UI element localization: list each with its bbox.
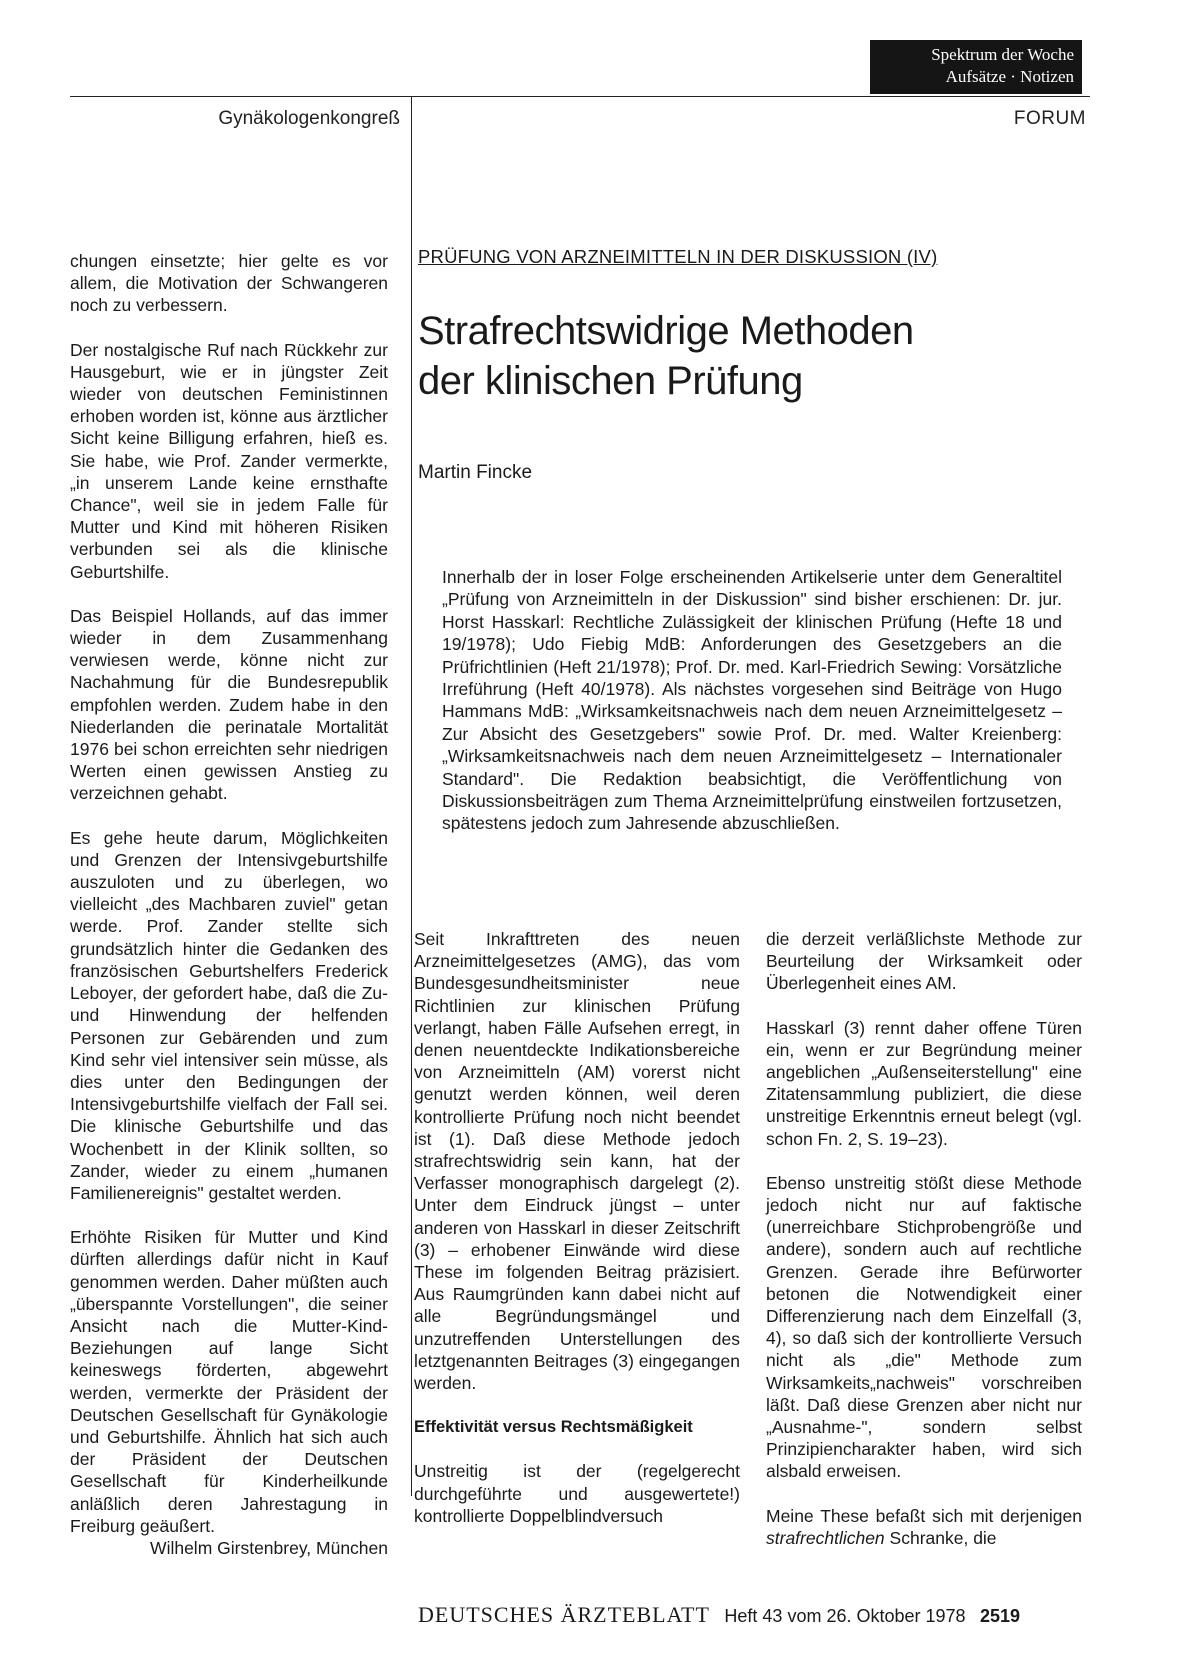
author: Martin Fincke	[418, 462, 533, 483]
body-paragraph	[766, 1505, 1082, 1549]
article-title-line-2: der klinischen Prüfung	[418, 359, 803, 403]
middle-column	[414, 928, 740, 1549]
intro-paragraph: Innerhalb der in loser Folge erscheinenden Artikelserie unter dem Generaltitel „Prüfung von Arzneimitteln in der Diskussion" sind bisher erschienen: Dr. jur. Horst Hasskarl: Rechtliche Zulässigkeit der klinischen Prüfung (Hefte 18 und 19/1978); Udo Fiebig MdB: Anforderungen des Gesetzgebers an die Prüfrichtlinien (Heft 21/1978); Prof. Dr. med. Karl-Friedrich Sewing: Vorsätzliche Irreführung (Heft 40/1978). Als nächstes vorgesehen sind Beiträge von Hugo Hammans MdB: „Wirksamkeitsnachweis nach dem neuen Arzneimittelgesetz – Zur Absicht des Gesetzgebers" sowie Prof. Dr. med. Walter Kreienberg: „Wirksamkeitsnachweis nach dem neuen Arzneimittelgesetz – Internationaler Standard". Die Redaktion beabsichtigt, die Veröffentlichung von Diskussionsbeiträgen zum Thema Arzneimittelprüfung einstweilen fortzusetzen, spätestens jedoch zum Jahresende abzuschließen.	[442, 567, 1062, 834]
page-footer	[418, 1602, 1082, 1628]
left-paragraph: Erhöhte Risiken für Mutter und Kind dürften allerdings dafür nicht in Kauf genommen werden. Daher müßten auch „überspannte Vorstellungen", die seiner Ansicht nach die Mutter-Kind-Beziehungen auf lange Sicht keineswegs förderten, abgewehrt werden, vermerkte der Präsident der Deutschen Gesellschaft für Gynäkologie und Geburtshilfe. Ähnlich hat sich auch der Präsident der Deutschen Gesellschaft für Kinderheilkunde anläßlich deren Jahrestagung in Freiburg geäußert.	[70, 1227, 388, 1536]
body-paragraph: Hasskarl (3) rennt daher offene Türen ein, wenn er zur Begründung meiner angeblichen „Außenseiterstellung" eine Zitatensammlung publiziert, die diese unstreitige Erkenntnis erneut belegt (vgl. schon Fn. 2, S. 19–23).	[766, 1017, 1082, 1149]
subheading: Effektivität versus Rechtsmäßigkeit	[414, 1418, 693, 1437]
left-paragraph: Das Beispiel Hollands, auf das immer wieder in dem Zusammenhang verwiesen werde, könne nicht zur Nachahmung für die Bundesrepublik empfohlen werden. Zudem habe in den Niederlanden die perinatale Mortalität 1976 bei schon erreichten sehr niedrigen Werten einen gewissen Anstieg zu verzeichnen gehabt.	[70, 605, 388, 804]
body-paragraph: die derzeit verläßlichste Methode zur Beurteilung der Wirksamkeit oder Überlegenheit eines AM.	[766, 929, 1082, 994]
journal-name: DEUTSCHES ÄRZTEBLATT	[418, 1602, 710, 1627]
column-divider	[411, 96, 412, 1496]
thesis-text-start: Meine These befaßt sich mit derjenigen	[766, 1505, 1082, 1526]
left-column	[70, 250, 388, 1559]
top-rule	[70, 96, 1090, 97]
issue-info: Heft 43 vom 26. Oktober 1978	[724, 1606, 966, 1626]
series-title: PRÜFUNG VON ARZNEIMITTELN IN DER DISKUSSION (IV)	[418, 246, 938, 267]
thesis-text-end: Schranke, die	[884, 1527, 997, 1548]
right-column	[766, 928, 1082, 1571]
left-paragraph: Es gehe heute darum, Möglichkeiten und Grenzen der Intensivgeburtshilfe auszuloten und zu überlegen, wo vielleicht „des Machbaren zuviel" getan werde. Prof. Zander stellte sich grundsätzlich hinter die Gedanken des französischen Geburtshelfers Frederick Leboyer, der gefordert habe, daß die Zu- und Hinwendung der helfenden Personen zur Gebärenden und zum Kind sehr viel intensiver sein müsse, als dies unter den Bedingungen der Intensivgeburtshilfe vielfach der Fall sei. Die klinische Geburtshilfe und das Wochenbett in der Klinik sollten, so Zander, wieder zu einem „humanen Familienereignis" gestaltet werden.	[70, 827, 388, 1203]
emphasis-text: strafrechtlichen	[766, 1527, 885, 1548]
left-paragraph: chungen einsetzte; hier gelte es vor allem, die Motivation der Schwangeren noch zu verbessern.	[70, 251, 388, 316]
section-badge	[870, 40, 1082, 94]
body-paragraph: Unstreitig ist der (regelgerecht durchgeführte und ausgewertete!) kontrollierte Doppelblindversuch	[414, 1461, 740, 1526]
page-number: 2519	[980, 1606, 1021, 1626]
signature: Wilhelm Girstenbrey, München	[150, 1537, 388, 1558]
article-title	[418, 306, 1078, 406]
badge-line-1: Spektrum der Woche	[931, 45, 1074, 64]
article-title-line-1: Strafrechtswidrige Methoden	[418, 309, 914, 353]
left-paragraph: Der nostalgische Ruf nach Rückkehr zur Hausgeburt, wie er in jüngster Zeit wieder von deutschen Feministinnen erhoben worden ist, könne aus ärztlicher Sicht keine Billigung erfahren, hieß es. Sie habe, wie Prof. Zander vermerkte, „in unserem Lande keine ernsthafte Chance", weil sie in jedem Falle für Mutter und Kind mit höheren Risiken verbunden sei als die klinische Geburtshilfe.	[70, 339, 388, 582]
body-paragraph: Ebenso unstreitig stößt diese Methode jedoch nicht nur auf faktische (unerreichbare Stichprobengröße und andere), sondern auch auf rechtliche Grenzen. Gerade ihre Befürworter betonen die Notwendigkeit einer Differenzierung nach dem Einzelfall (3, 4), so daß sich der kontrollierte Versuch nicht als „die" Methode zum Wirksamkeits„nachweis" vorschreiben läßt. Daß diese Grenzen aber nicht nur „Ausnahme-", sondern selbst Prinzipiencharakter haben, wird sich alsbald erweisen.	[766, 1172, 1082, 1482]
badge-line-2: Aufsätze · Notizen	[945, 67, 1074, 86]
body-paragraph: Seit Inkrafttreten des neuen Arzneimittelgesetzes (AMG), das vom Bundesgesundheitsminister neue Richtlinien zur klinischen Prüfung verlangt, haben Fälle Aufsehen erregt, in denen neuentdeckte Indikationsbereiche von Arzneimitteln (AM) vorerst nicht genutzt werden können, weil deren kontrollierte Prüfung noch nicht beendet ist (1). Daß diese Methode jedoch strafrechtswidrig sein kann, hat der Verfasser monographisch dargelegt (2). Unter dem Eindruck jüngst – unter anderen von Hasskarl in dieser Zeitschrift (3) – erhobener Einwände wird diese These im folgenden Beitrag präzisiert. Aus Raumgründen kann dabei nicht auf alle Begründungsmängel und unzutreffenden Unterstellungen des letztgenannten Beitrages (3) eingegangen werden.	[414, 929, 740, 1394]
section-label-right: FORUM	[1013, 108, 1086, 129]
section-label-left: Gynäkologenkongreß	[218, 108, 400, 129]
